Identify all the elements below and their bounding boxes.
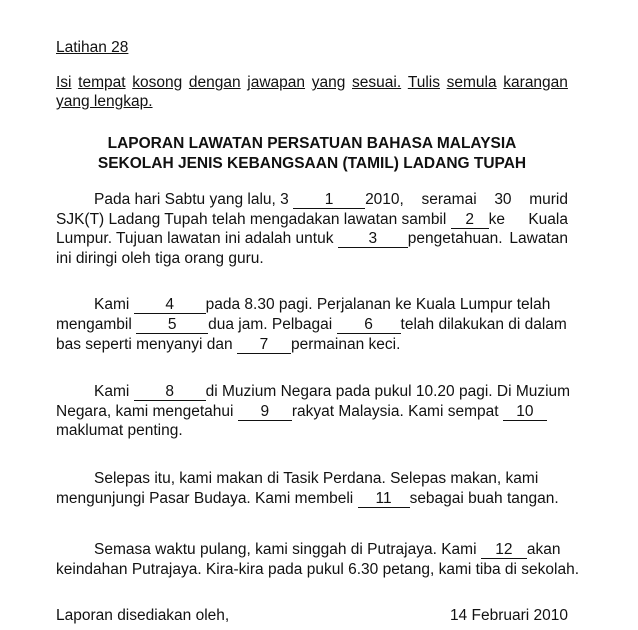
report-footer (56, 606, 568, 626)
blank-7[interactable]: 7 (237, 336, 291, 354)
report-title-line-2: SEKOLAH JENIS KEBANGSAAN (TAMIL) LADANG TUPAH (97, 155, 527, 172)
exercise-heading: Latihan 28 (56, 39, 129, 56)
prepared-by-label: Laporan disediakan oleh, (56, 607, 230, 624)
blank-9[interactable]: 9 (238, 403, 292, 421)
p4-line-2: mengunjungi Pasar Budaya. Kami membeli 11 sebagai buah tangan. (56, 490, 559, 507)
blank-5[interactable]: 5 (136, 316, 208, 334)
blank-3[interactable]: 3 (338, 230, 408, 248)
p1-line-3: Lumpur. Tujuan lawatan ini adalah untuk 3 pengetahuan. Lawatan (56, 230, 568, 247)
p1-line-1: Pada hari Sabtu yang lalu, 3 1 2010, seramai 30 murid (94, 191, 568, 208)
p4-line-1: Selepas itu, kami makan di Tasik Perdana. Selepas makan, kami (94, 470, 539, 487)
blank-4[interactable]: 4 (134, 296, 206, 314)
blank-6[interactable]: 6 (337, 316, 401, 334)
p1-line-2: SJK(T) Ladang Tupah telah mengadakan lawatan sambil 2 ke Kuala (56, 211, 568, 228)
p2-line-1: Kami 4 pada 8.30 pagi. Perjalanan ke Kuala Lumpur telah (94, 296, 551, 313)
blank-10[interactable]: 10 (503, 403, 547, 421)
blank-12[interactable]: 12 (481, 541, 527, 559)
blank-8[interactable]: 8 (134, 383, 206, 401)
p2-line-2: mengambil 5 dua jam. Pelbagai 6 telah dilakukan di dalam (56, 316, 567, 333)
blank-1[interactable]: 1 (293, 191, 365, 209)
report-date: 14 Februari 2010 (449, 607, 568, 624)
p2-line-3: bas seperti menyanyi dan 7 permainan keci. (56, 336, 401, 353)
p5-line-2: keindahan Putrajaya. Kira-kira pada pukul 6.30 petang, kami tiba di sekolah. (56, 561, 580, 578)
instructions-line-1: Isi tempat kosong dengan jawapan yang sesuai. Tulis semula karangan (56, 74, 568, 91)
p3-line-3: maklumat penting. (56, 422, 183, 439)
p1-line-4: ini diringi oleh tiga orang guru. (56, 250, 264, 267)
p5-line-1: Semasa waktu pulang, kami singgah di Putrajaya. Kami 12 akan (94, 541, 561, 558)
p3-line-1: Kami 8 di Muzium Negara pada pukul 10.20 pagi. Di Muzium (94, 383, 571, 400)
blank-11[interactable]: 11 (358, 490, 410, 508)
instructions-line-2: yang lengkap. (56, 93, 153, 110)
report-title-line-1: LAPORAN LAWATAN PERSATUAN BAHASA MALAYSIA (107, 135, 517, 152)
p3-line-2: Negara, kami mengetahui 9 rakyat Malaysia. Kami sempat 10 (56, 402, 568, 422)
blank-2[interactable]: 2 (451, 211, 489, 229)
